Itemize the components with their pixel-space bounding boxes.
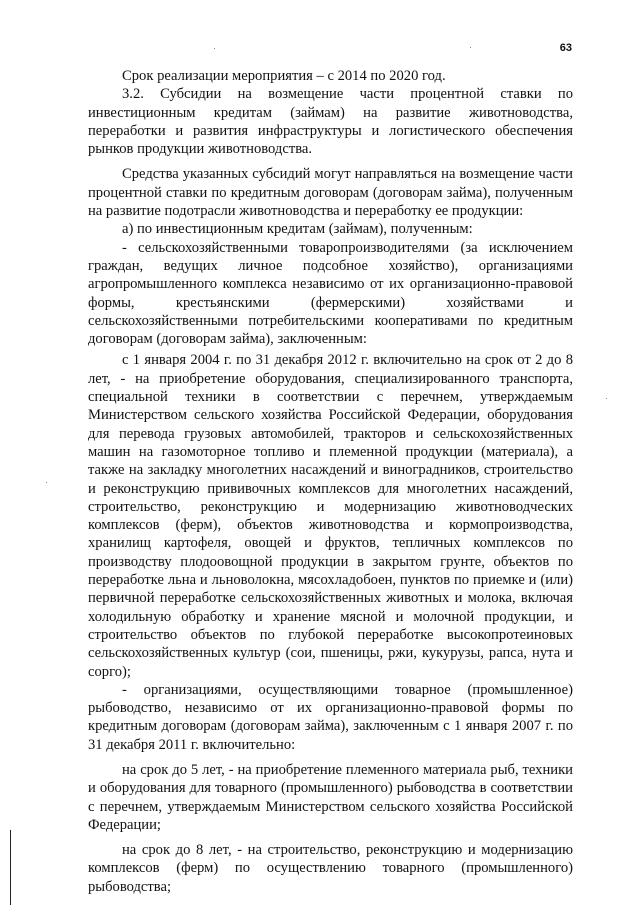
scan-speck [606, 398, 607, 399]
scan-speck [470, 47, 471, 48]
scan-speck [46, 482, 47, 483]
page-number: 63 [559, 42, 572, 54]
scan-speck [214, 48, 215, 49]
paragraph-8-years: на срок до 8 лет, - на строительство, реконструкцию и модернизацию комплексов (ферм) по осуществлению товарного (промышленного) рыбоводства; [88, 842, 573, 895]
paragraph-5-years: на срок до 5 лет, - на приобретение племенного материала рыб, техники и оборудования для товарного (промышленного) рыбоводства в соответствии с перечнем, утверждаемым Министерством сельского хозяйства Российской Федерации; [88, 761, 573, 833]
document-body [88, 67, 573, 896]
paragraph-2004-2012: с 1 января 2004 г. по 31 декабря 2012 г. включительно на срок от 2 до 8 лет, - на приобретение оборудования, специализированного транспорта, специальной техники в соответствии с перечнем, утверждаемым Министерством сельского хозяйства Российской Федерации, оборудования для перевода грузовых автомобилей, тракторов и сельскохозяйственных машин на газомоторное топливо и племенной продукции (материала), а также на закладку многолетних насаждений и виноградников, строительство и реконструкцию прививочных комплексов для многолетних насаждений, строительство, реконструкцию и модернизацию животноводческих комплексов (ферм), объектов животноводства и кормопроизводства, хранилищ картофеля, овощей и фруктов, тепличных комплексов по производству плодоовощной продукции в закрытом грунте, объектов по переработке льна и льноволокна, мясохладобоен, пунктов по приемке и (или) первичной переработке сельскохозяйственных животных и молока, включая холодильную обработку и хранение мясной и молочной продукции, и строительство объектов по глубокой переработке высокопротеиновых сельскохозяйственных культур (сои, пшеницы, ржи, кукурузы, рапса, нута и сорго); [88, 352, 573, 680]
paragraph-item-a: а) по инвестиционным кредитам (займам), полученным: [122, 221, 473, 238]
paragraph-period: Срок реализации мероприятия – с 2014 по 2020 год. [122, 68, 446, 84]
paragraph-subsidies-heading: 3.2. Субсидии на возмещение части процентной ставки по инвестиционным кредитам (займам) на развитие животноводства, переработки и развития инфраструктуры и логистического обеспечения рынков продукции животноводства. [88, 86, 573, 158]
paragraph-producers: - сельскохозяйственными товаропроизводителями (за исключением граждан, ведущих личное подсобное хозяйство), организациями агропромышленного комплекса независимо от их организационно-правовой формы, крестьянскими (фермерскими) хозяйствами и сельскохозяйственными потребительскими кооперативами по кредитным договорам (договорам займа), заключенным: [88, 239, 573, 348]
paragraph-funds-direction: Средства указанных субсидий могут направляться на возмещение части процентной ставки по кредитным договорам (договорам займа), полученным на развитие подотрасли животноводства и переработку ее продукции: [88, 166, 573, 220]
scan-margin-line [10, 830, 11, 905]
paragraph-fish-farming: - организациями, осуществляющими товарное (промышленное) рыбоводство, независимо от их организационно-правовой формы по кредитным договорам (договорам займа), заключенным с 1 января 2007 г. по 31 декабря 2011 г. включительно: [88, 681, 573, 753]
